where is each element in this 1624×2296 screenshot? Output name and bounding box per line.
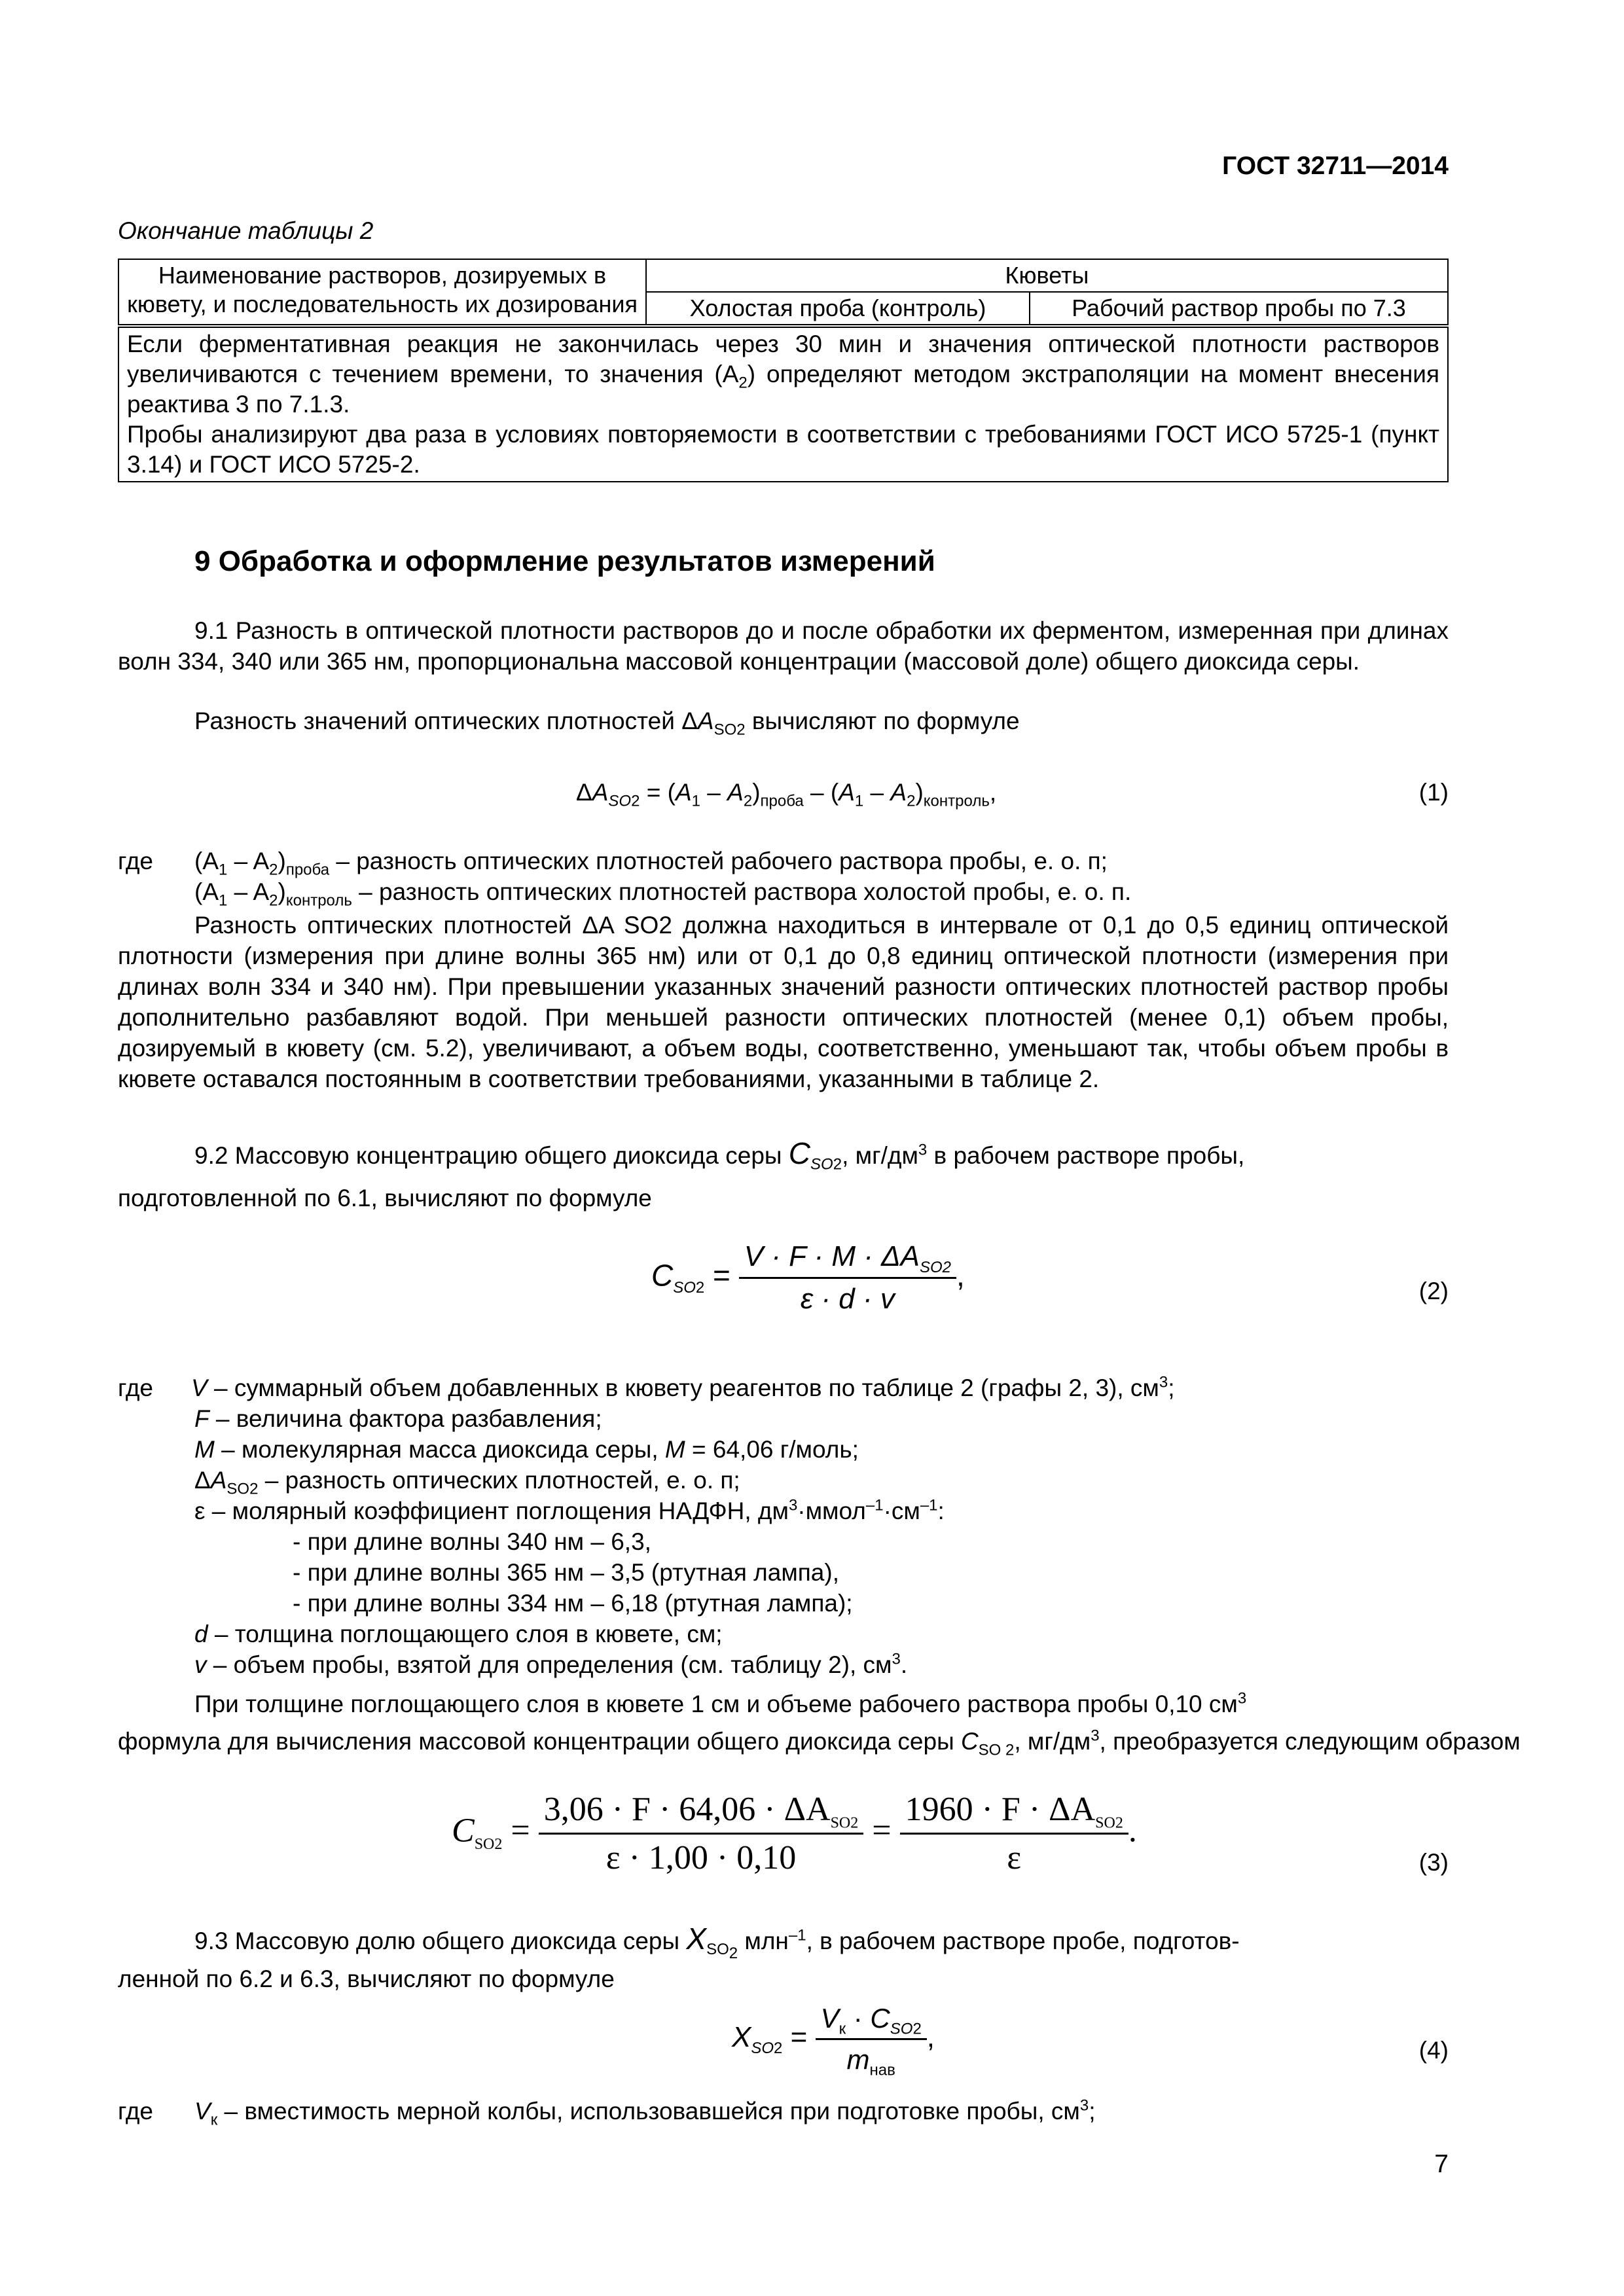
formula-3-denominator-2: ε bbox=[1007, 1839, 1022, 1876]
paragraph-thickness-line1: При толщине поглощающего слоя в кювете 1 см и объеме рабочего раствора пробы 0,10 $см^3$ bbox=[194, 1689, 1247, 1717]
def-vk: $V_к$ – вместимость мерной колбы, использовавшейся при подготовке пробы, $см^3$; bbox=[194, 2096, 1096, 2129]
epsilon-334: - при длине волны 334 нм – 6,18 (ртутная лампа); bbox=[293, 1590, 853, 1617]
paragraph-9-2-line2: подготовленной по 6.1, вычисляют по формуле bbox=[118, 1185, 652, 1211]
paragraph-9-3-line1: 9.3 Массовую долю общего диоксида серы $X_{SO_2}$ млн$^{-1}$, в рабочем растворе пробе, подготов- bbox=[194, 1922, 1240, 1963]
where-a-probe: $(A_1 - A_2)_{проба}$ – разность оптических плотностей рабочего раствора пробы, е. о. п; bbox=[194, 848, 1108, 879]
paragraph-9-1: 9.1 Разность в оптической плотности растворов до и после обработки их ферментом, измеренная при длинах волн 334, 340 или 365 нм, пропорциональна массовой концентрации (массовой доле) общего диоксида серы. bbox=[118, 617, 1449, 675]
formula-1: $\Delta A_{SO2} = (A_1 - A_2)_{проба} - (A_1 - A_2)_{контроль}$, bbox=[576, 779, 997, 810]
where-label-3: где bbox=[118, 2098, 154, 2125]
formula-2: $C_{SO2}$ = $\frac{V \cdot F \cdot M \cdot \Delta A_{SO2}}{\varepsilon \cdot d \cdot v}$ , bbox=[651, 1240, 965, 1315]
table-caption: Окончание таблицы 2 bbox=[118, 217, 374, 244]
table-header-blank: Холостая проба (контроль) bbox=[646, 292, 1030, 326]
def-epsilon: ε – молярный коэффициент поглощения НАДФН, $дм^3\cdot ммол^{-1}\cdot см^{-1}$: bbox=[194, 1496, 945, 1524]
formula-3-number: (3) bbox=[1418, 1849, 1449, 1876]
formula-3: $C_{SO2}$ = $\frac{3,06 \cdot F \cdot 64,06 \cdot \Delta A_{SO2}}{\varepsilon \cdot 1,00 \cdot 0,10}$ = $\frac{1960 \cdot F \cdot \Delta A_{SO2}}{\varepsilon}$ . bbox=[452, 1791, 1137, 1876]
where-label: где bbox=[118, 848, 154, 874]
formula-2-number: (2) bbox=[1418, 1278, 1449, 1304]
def-m: M – молекулярная масса диоксида серы, M = 64,06 г/моль; bbox=[194, 1436, 859, 1463]
def-v: V – суммарный объем добавленных в кювету реагентов по таблице 2 (графы 2, 3), $см^3$; bbox=[191, 1373, 1175, 1401]
paragraph-9-2-line1: 9.2 Массовую концентрацию общего диоксида серы $C_{SO2}$, $мг/дм^3$ в рабочем растворе пробы, bbox=[194, 1136, 1245, 1174]
formula-4-number: (4) bbox=[1418, 2037, 1449, 2064]
table-header-cuvettes: Кюветы bbox=[646, 259, 1448, 292]
formula-1-number: (1) bbox=[1418, 779, 1449, 806]
paragraph-thickness-line2: формула для вычисления массовой концентрации общего диоксида серы $C_{SO 2}$, $мг/дм^3$, преобразуется следующим образом bbox=[118, 1727, 1521, 1759]
def-delta-a: $\Delta A_{SO2}$ – разность оптических плотностей, е. о. п; bbox=[194, 1467, 740, 1498]
def-v-sample: v – объем пробы, взятой для определения (см. таблицу 2), $см^3$. bbox=[194, 1650, 908, 1678]
page-number: 7 bbox=[1434, 2150, 1449, 2178]
paragraph-range: Разность оптических плотностей ΔA SO2 должна находиться в интервале от 0,1 до 0,5 единиц оптической плотности (измерения при длине волны 365 нм) или от 0,1 до 0,8 единиц оптической плотности (измерения при длинах волн 334 и 340 нм). При превышении указанных значений разности оптических плотностей раствор пробы дополнительно разбавляют водой. При меньшей разности оптических плотностей (менее 0,1) объем пробы, дозируемый в кювету (см. 5.2), увеличивают, а объем воды, соответственно, уменьшают так, чтобы объем пробы в кювете оставался постоянным в соответствии требованиями, указанными в таблице 2. bbox=[118, 912, 1449, 1092]
epsilon-365: - при длине волны 365 нм – 3,5 (ртутная лампа), bbox=[293, 1559, 839, 1586]
standard-code: ГОСТ 32711—2014 bbox=[1222, 152, 1449, 180]
table-header-working: Рабочий раствор пробы по 7.3 bbox=[1030, 292, 1448, 326]
formula-3-numerator-2: $1960 \cdot F \cdot \Delta A_{SO2}$ bbox=[900, 1790, 1128, 1835]
def-f: F – величина фактора разбавления; bbox=[194, 1405, 602, 1432]
def-d: d – толщина поглощающего слоя в кювете, см; bbox=[194, 1621, 723, 1647]
table-2-end bbox=[118, 259, 1449, 482]
table-header-solutions: Наименование растворов, дозируемых в кювету, и последовательность их дозирования bbox=[118, 259, 646, 326]
where-a-control: $(A_1 - A_2)_{контроль}$ – разность оптических плотностей раствора холостой пробы, е. о. п. bbox=[194, 878, 1132, 910]
formula-3-denominator-1: ε · 1,00 · 0,10 bbox=[605, 1839, 797, 1876]
table-note: Если ферментативная реакция не закончилась через 30 мин и значения оптической плотности растворов увеличиваются с течением времени, то значения $(A_2)$ определяют методом экстраполяции на момент внесения реактива 3 по 7.1.3. Пробы анализируют два раза в условиях повторяемости в соответствии с требованиями ГОСТ ИСО 5725-1 (пункт 3.14) и ГОСТ ИСО 5725-2. bbox=[118, 326, 1448, 482]
paragraph-9-3-line2: ленной по 6.2 и 6.3, вычисляют по формуле bbox=[118, 1965, 615, 1992]
formula-4: $X_{SO2}$ = $\frac{V_к \cdot C_{SO2}}{m_{нав}}$ , bbox=[732, 2003, 935, 2079]
paragraph-9-1-formula-intro: Разность значений оптических плотностей $\Delta A_{SO2}$ вычисляют по формуле bbox=[194, 708, 1020, 739]
where-label-2: где bbox=[118, 1374, 154, 1401]
epsilon-340: - при длине волны 340 нм – 6,3, bbox=[293, 1528, 651, 1555]
formula-3-numerator-1: $3,06 \cdot F \cdot 64,06 \cdot \Delta A_{SO2}$ bbox=[539, 1790, 864, 1835]
section-title: 9 Обработка и оформление результатов измерений bbox=[194, 545, 935, 577]
